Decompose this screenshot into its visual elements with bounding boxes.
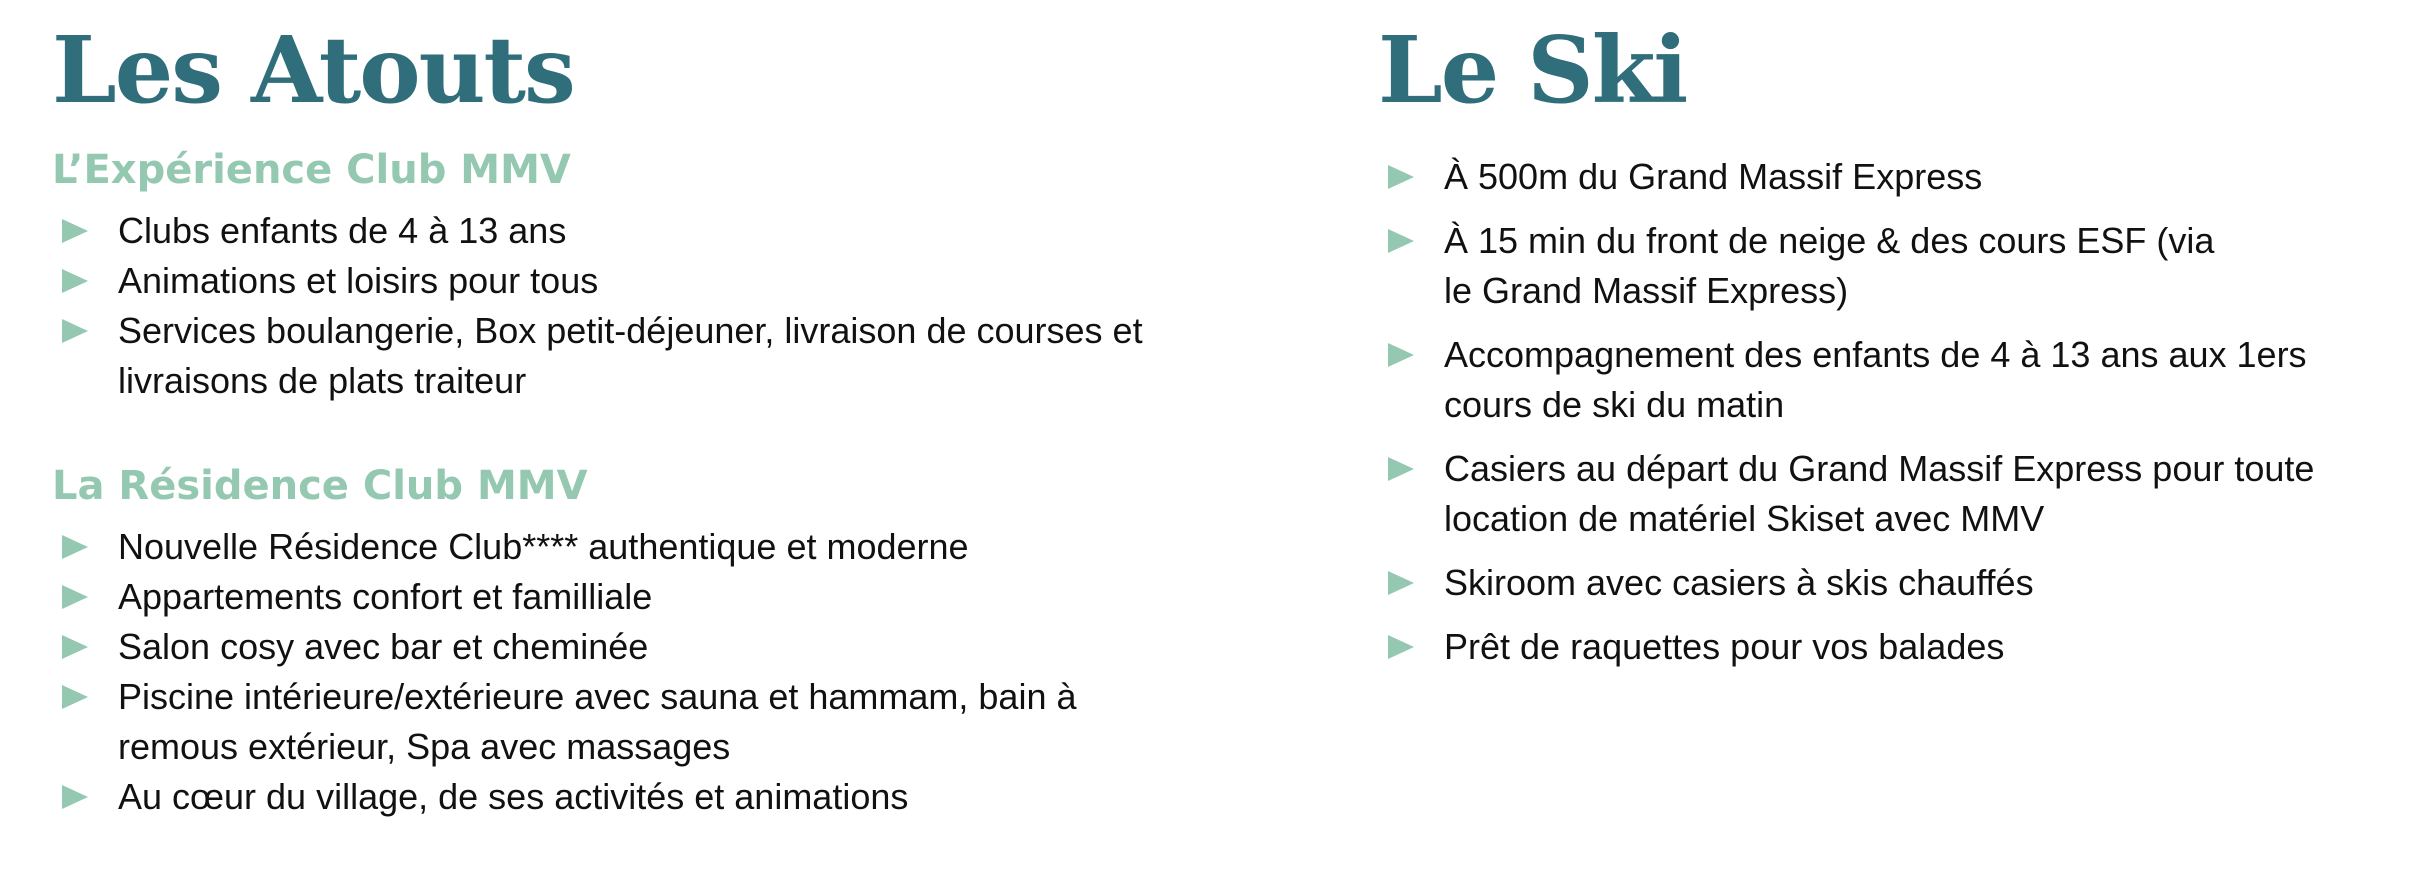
list-item: Prêt de raquettes pour vos balades <box>1378 622 2388 672</box>
triangle-right-icon <box>62 585 88 609</box>
list-item: Animations et loisirs pour tous <box>52 256 1252 306</box>
list-item: Piscine intérieure/extérieure avec sauna et hammam, bain à remous extérieur, Spa avec massages <box>52 672 1182 772</box>
triangle-right-icon <box>1388 229 1414 253</box>
ski-list <box>1378 152 2388 686</box>
residence-heading: La Résidence Club MMV <box>52 463 588 509</box>
list-item: Skiroom avec casiers à skis chauffés <box>1378 558 2388 608</box>
list-item: À 15 min du front de neige & des cours ESF (via le Grand Massif Express) <box>1378 216 2224 316</box>
triangle-right-icon <box>1388 635 1414 659</box>
list-item: Au cœur du village, de ses activités et animations <box>52 772 1182 822</box>
ski-title: Le Ski <box>1378 16 1687 124</box>
triangle-right-icon <box>62 219 88 243</box>
triangle-right-icon <box>62 685 88 709</box>
list-item: Nouvelle Résidence Club**** authentique et moderne <box>52 522 1182 572</box>
list-item: À 500m du Grand Massif Express <box>1378 152 2388 202</box>
list-item: Accompagnement des enfants de 4 à 13 ans aux 1ers cours de ski du matin <box>1378 330 2388 430</box>
triangle-right-icon <box>1388 571 1414 595</box>
list-item: Salon cosy avec bar et cheminée <box>52 622 1182 672</box>
triangle-right-icon <box>1388 165 1414 189</box>
triangle-right-icon <box>1388 343 1414 367</box>
triangle-right-icon <box>1388 457 1414 481</box>
triangle-right-icon <box>62 635 88 659</box>
list-item: Services boulangerie, Box petit-déjeuner, livraison de courses et livraisons de plats traiteur <box>52 306 1218 406</box>
experience-list <box>52 206 1252 406</box>
residence-list <box>52 522 1182 822</box>
triangle-right-icon <box>62 319 88 343</box>
list-item: Clubs enfants de 4 à 13 ans <box>52 206 1252 256</box>
atouts-title: Les Atouts <box>52 16 574 124</box>
triangle-right-icon <box>62 785 88 809</box>
list-item: Casiers au départ du Grand Massif Express pour toute location de matériel Skiset avec MMV <box>1378 444 2388 544</box>
triangle-right-icon <box>62 269 88 293</box>
list-item: Appartements confort et familliale <box>52 572 1182 622</box>
experience-heading: L’Expérience Club MMV <box>52 147 571 193</box>
triangle-right-icon <box>62 535 88 559</box>
